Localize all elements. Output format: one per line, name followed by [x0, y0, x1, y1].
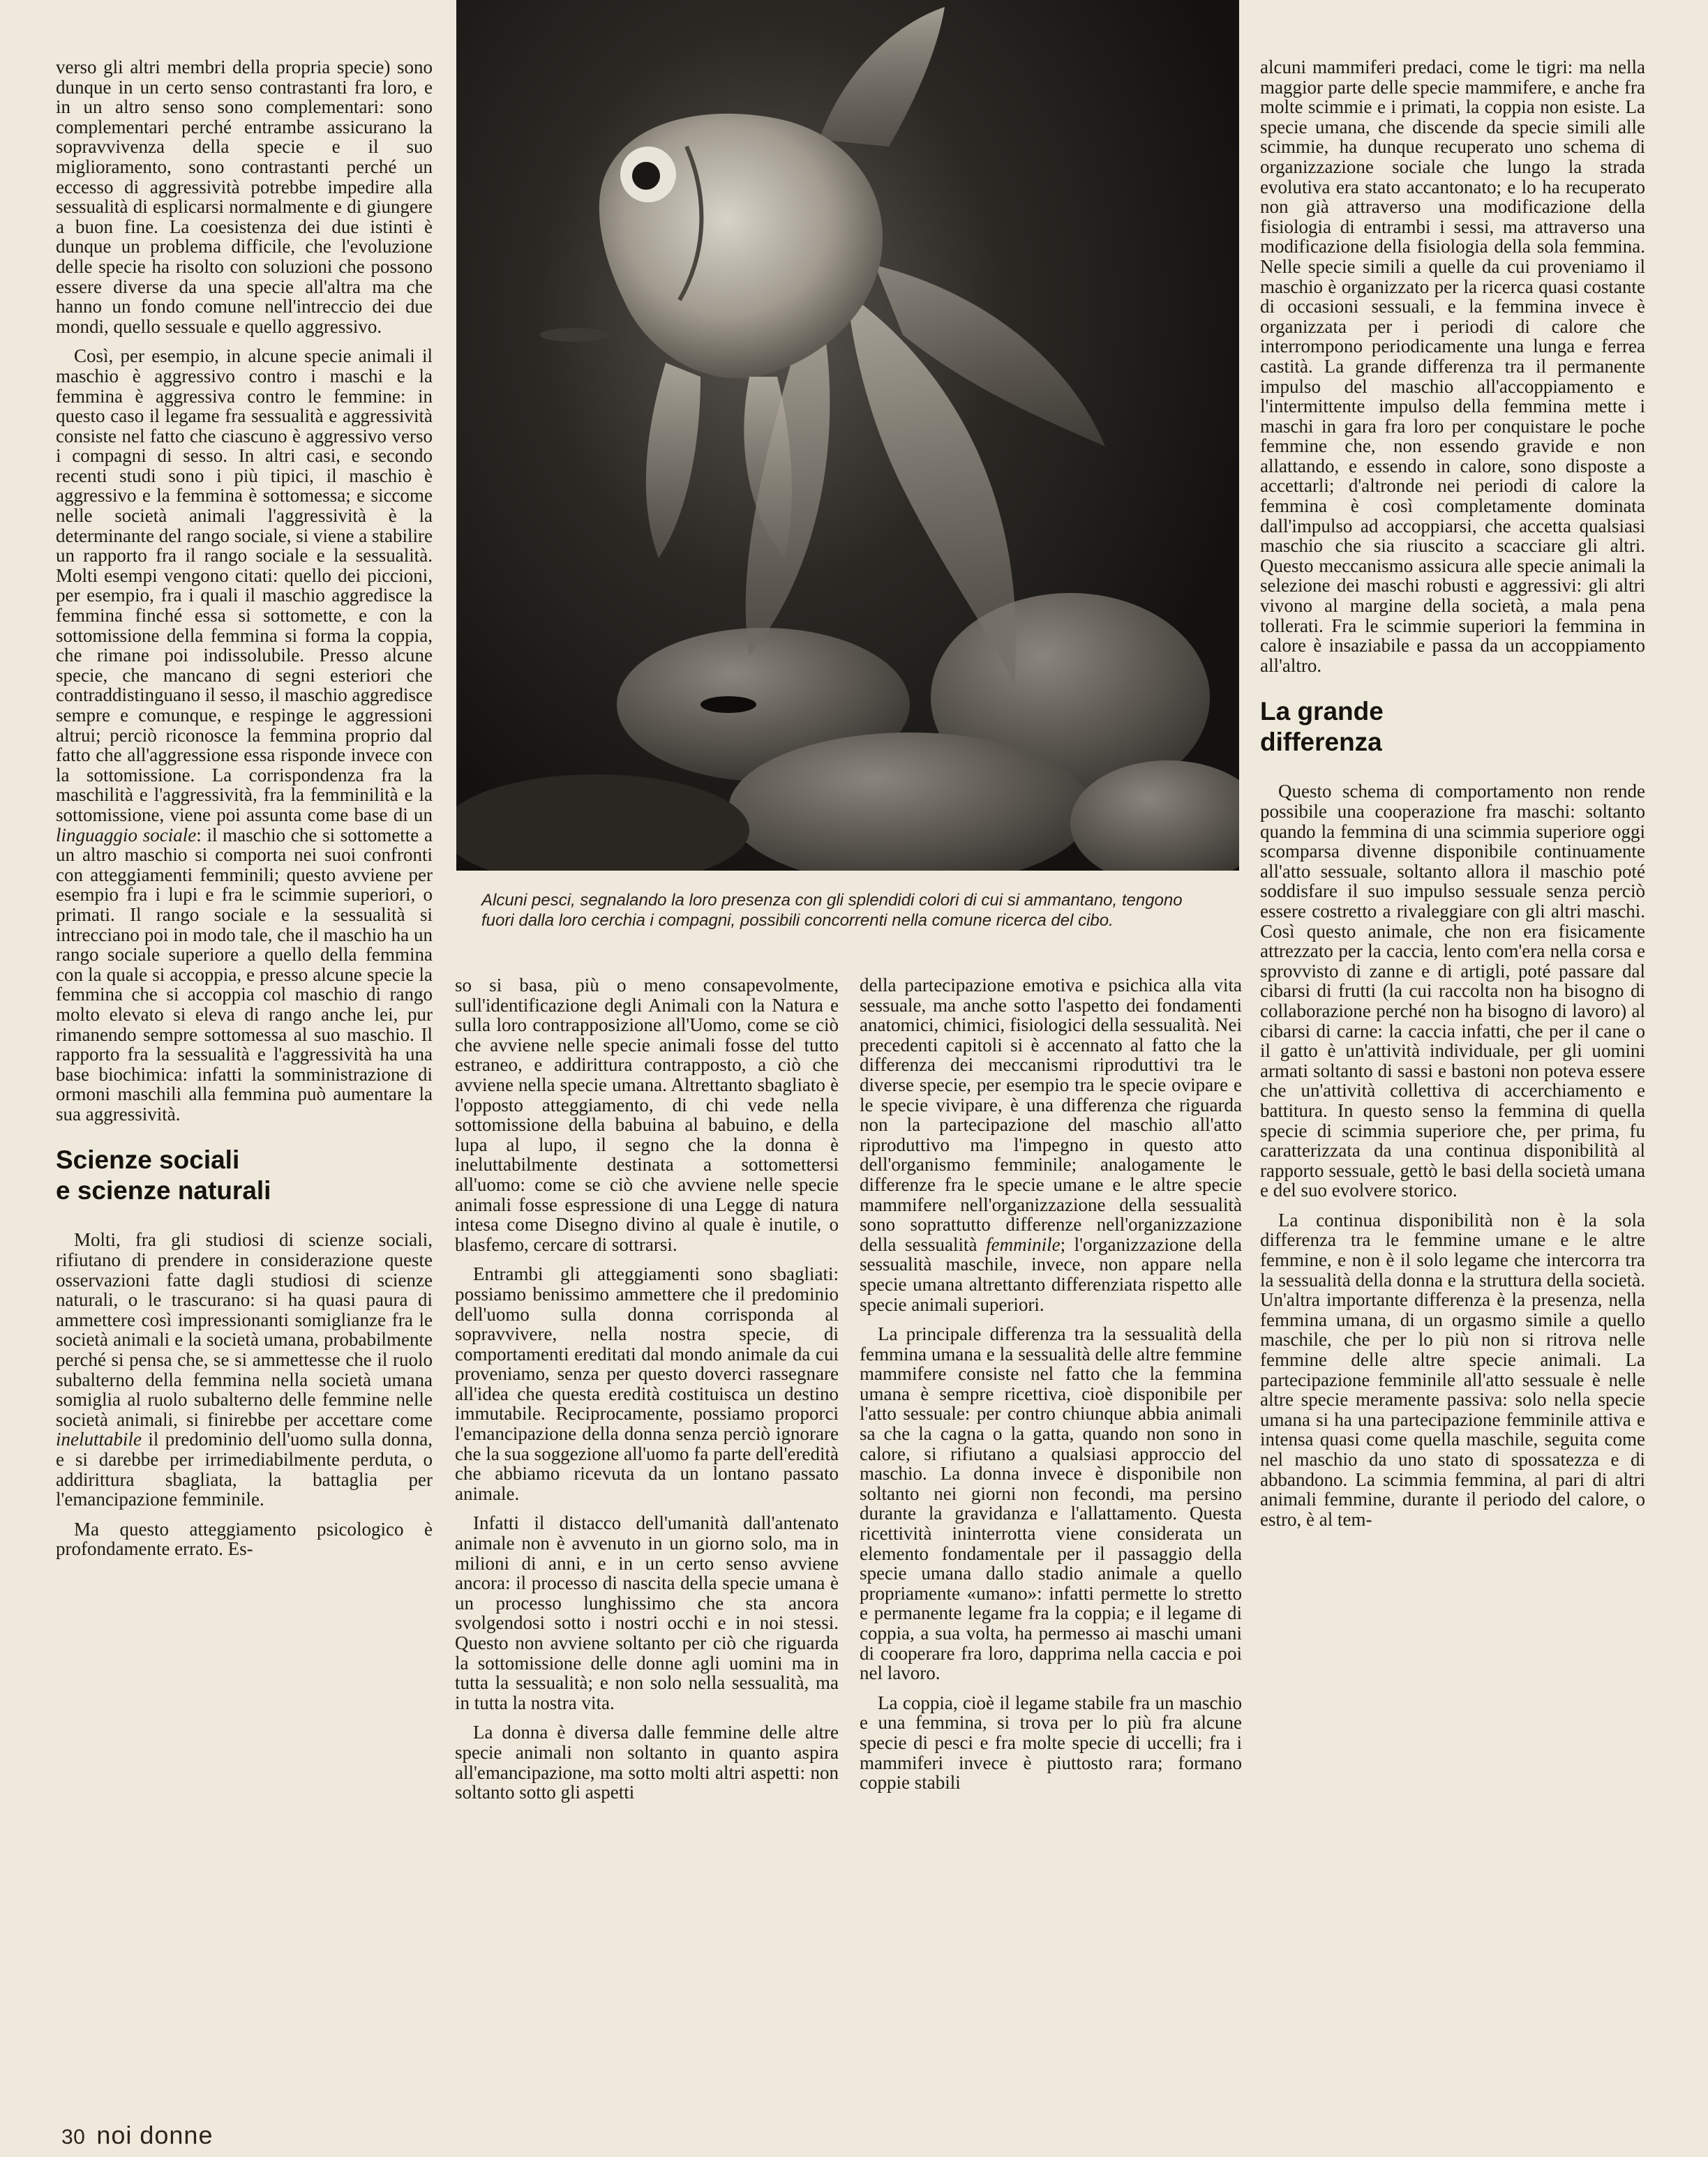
rock	[456, 774, 749, 871]
paragraph: La principale differenza tra la sessualità della femmina umana e la sessualità delle altre femmine mammifere consiste nel fatto che la femmina umana è sempre ricettiva, cioè disponibile per l'atto sessuale: per contro chiunque abbia animali sa che la cagna o la gatta, quando non sono in calore, si rifiutano a qualsiasi approccio del maschio. La donna invece è disponibile non soltanto nei giorni non fecondi, ma persino durante la gravidanza e l'allattamento. Questa ricettività ininterrotta viene considerata un elemento fondamentale per il passaggio della specie umana dallo stadio animale a quello propriamente «umano»: infatti permette lo stretto e permanente legame fra la coppia; e il legame di coppia, a sua volta, ha permesso ai maschi umani di cooperare fra loro, dapprima nella caccia e poi nel lavoro.	[860, 1323, 1242, 1684]
paragraph: La donna è diversa dalle femmine delle altre specie animali non soltanto in quanto aspira all'emancipazione, ma sotto molti altri aspetti: non soltanto sotto gli aspetti	[455, 1722, 839, 1803]
paragraph	[860, 975, 1242, 1314]
emphasis: femminile	[986, 1233, 1061, 1255]
column-4	[1260, 57, 1645, 1539]
paragraph: verso gli altri membri della propria specie) sono dunque in un certo senso contrastanti fra loro, e in un altro senso sono complementari: sono complementari perché entrambe assicurano la sopravvivenza della specie e il suo miglioramento, sono contrastanti perché un eccesso di aggressività potrebbe impedire alla sessualità di esplicarsi normalmente e di giungere a buon fine. La coesistenza dei due istinti è dunque un problema difficile, che l'evoluzione delle specie ha risolto con soluzioni che possono essere diverse da una specie all'altra ma che hanno un fondo comune nell'intreccio dei due mondi, quello sessuale e quello aggressivo.	[56, 57, 433, 337]
small-fish	[540, 328, 610, 342]
paragraph: Questo schema di comportamento non rende possibile una cooperazione fra maschi: soltanto quando la femmina di una scimmia superiore oggi scomparsa divenne disponibile continuamente all'atto sessuale, soltanto allora il maschio poté soddisfare il suo impulso sessuale senza perciò essere costretto a rivaleggiare con gli altri maschi. Così questo animale, che non era fisicamente attrezzato per la caccia, lento com'era nella corsa e sprovvisto di zanne e di artigli, poté passare dal cibarsi di frutti (la cui raccolta non ha bisogno di collaborazione perché non ha bisogno di lavoro) al cibarsi di carne: la caccia infatti, che per il cane o il gatto è un'attività individuale, per gli uomini armati soltanto di sassi e bastoni non poteva essere che un'attività collettiva di accerchiamento e battitura. In questo senso la femmina di quella specie di scimmia superiore che, per prima, fu caratterizzata da una continua disponibilità al rapporto sessuale, gettò le basi della società umana e del suo evolvere storico.	[1260, 781, 1645, 1201]
text-run: Molti, fra gli studiosi di scienze sociali, rifiutano di prendere in considerazione queste osservazioni fatte dagli studiosi di scienze naturali, o le trascurano: si ha quasi paura di ammettere così impressionanti somiglianze fra le società animali e la società umana, probabilmente perché si pensa che, se si ammettesse che il ruolo subalterno della femmina nella società umana somiglia al ruolo subalterno delle femmine nelle società animali, si finirebbe per accettare come	[56, 1229, 433, 1430]
page-footer	[61, 2121, 213, 2150]
paragraph: Ma questo atteggiamento psicologico è profondamente errato. Es-	[56, 1518, 433, 1560]
small-fish	[701, 696, 756, 713]
paragraph: Infatti il distacco dell'umanità dall'antenato animale non è avvenuto in un giorno solo, ma in milioni di anni, e in un certo senso avviene ancora: il processo di nascita della specie umana è un processo lunghissimo che sta ancora svolgendosi sotto i nostri occhi e in noi stessi. Questo non avviene soltanto per ciò che riguarda la sottomissione delle donne agli uomini ma in tutta la sessualità; e non solo nella sessualità, ma in tutta la nostra vita.	[455, 1512, 839, 1713]
heading-line: e scienze naturali	[56, 1176, 271, 1205]
section-heading	[56, 1145, 433, 1206]
photo-caption: Alcuni pesci, segnalando la loro presenza con gli splendidi colori di cui si ammantano, tengono fuori dalla loro cerchia i compagni, possibili concorrenti nella comune ricerca del cibo.	[481, 891, 1183, 930]
pelvic-fin	[646, 363, 701, 558]
paragraph: La coppia, cioè il legame stabile fra un maschio e una femmina, si trova per lo più fra alcune specie di pesci e fra molte specie di uccelli; fra i mammiferi invece è piuttosto rara; formano coppie stabili	[860, 1692, 1242, 1794]
column-1	[56, 57, 433, 1569]
text-run: Così, per esempio, in alcune specie animali il maschio è aggressivo contro i maschi e la femmina è aggressiva contro le femmine: in questo caso il legame fra sessualità e aggressività consiste nel fatto che ciascuno è aggressivo verso i compagni di sesso. In altri casi, e secondo recenti studi sono i più tipici, il maschio è aggressivo e la femmina è sottomessa; e siccome nelle società animali l'aggressività è la determinante del rango sociale, si viene a stabilire un rapporto fra il rango sociale e la sessualità. Molti esempi vengono citati: quello dei piccioni, per esempio, fra i quali il maschio aggredisce la femmina finché essa si sottomette, e con la sottomissione della femmina si forma la coppia, che rimane poi indissolubile. Presso alcune specie, che mancano di segni esteriori che contraddistinguano il sesso, il maschio aggredisce sempre e comunque, e respinge le aggressioni altrui; perciò riconosce la femmina proprio dal fatto che all'aggressione essa risponde invece con la sottomissione. La corrispondenza fra la maschilità e l'aggressività, fra la femminilità e la sottomissione, viene poi assunta come base di un	[56, 345, 433, 825]
text-run: della partecipazione emotiva e psichica alla vita sessuale, ma anche sotto l'aspetto dei fondamenti anatomici, chimici, fisiologici della sessualità. Nei precedenti capitoli si è accennato al fatto che la differenza dei meccanismi riproduttivi tra le diverse specie, per esempio tra le specie ovipare e le specie vivipare, è una differenza che riguarda non la partecipazione del maschio all'atto riproduttivo ma l'impegno in questo atto dell'organismo femminile; analogamente le differenze fra le specie umane e le altre specie mammifere nell'organizzazione della sessualità sono soprattutto differenze nell'organizzazione della sessualità	[860, 975, 1242, 1255]
page-number: 30	[61, 2126, 86, 2149]
goldfish-photo	[456, 0, 1239, 871]
section-heading	[1260, 696, 1645, 758]
emphasis: ineluttabile	[56, 1429, 142, 1450]
paragraph: so si basa, più o meno consapevolmente, sull'identificazione degli Animali con la Natura e sulla loro contrapposizione all'Uomo, come se ciò che avviene nelle specie animali fosse del tutto estraneo, e addirittura contrapposto, a ciò che avviene nella specie umana. Altrettanto sbagliato è l'opposto atteggiamento, di chi vede nella sottomissione della babuina al babuino, e della lupa al lupo, il segno che la donna è ineluttabilmente destinata a sottomettersi all'uomo: come se ciò che avviene nelle specie animali fosse espressione di una Legge di natura intesa come Disegno divino al quale è inutile, o blasfemo, cercare di sottrarsi.	[455, 975, 839, 1255]
heading-line: differenza	[1260, 728, 1382, 757]
text-run: il predominio dell'uomo sulla donna, e si darebbe per irrimediabilmente perduta, o addirittura sbagliata, la battaglia per l'emancipazione femminile.	[56, 1429, 433, 1510]
text-run: ; l'organizzazione della sessualità maschile, invece, non appare nella specie umana altrettanto differenziata rispetto alle specie animali superiori.	[860, 1233, 1242, 1315]
fish-pupil	[632, 162, 660, 190]
emphasis: linguaggio sociale	[56, 824, 197, 845]
heading-line: La grande	[1260, 697, 1384, 726]
paragraph: Entrambi gli atteggiamenti sono sbagliati: possiamo benissimo ammettere che il predominio dell'uomo sulla donna corrisponda al sopravvivere, nella nostra specie, di comportamenti ereditati dal mondo animale da cui proveniamo, senza per questo doverci rassegnare all'idea che questa eredità costituisca un destino immutabile. Reciprocamente, possiamo proporci l'emancipazione della donna senza perciò ignorare che la sua soggezione all'uomo fa parte dell'eredità che abbiamo ricevuta da un lontano passato animale.	[455, 1263, 839, 1504]
text-run: : il maschio che si sottomette a un altro maschio si comporta nei suoi confronti con atteggiamenti femminili; questo avviene per esempio fra i lupi e fra le scimmie superiori, o primati. Il rango sociale e la sessualità si intrecciano poi in modo tale, che il maschio ha un rango sociale superiore a quello della femmina con la quale si accoppia, e presso alcune specie la femmina che si accoppia col maschio di rango molto elevato si eleva di rango anche lei, pur rimanendo sempre sottomessa al suo maschio. Il rapporto fra la sessualità e l'aggressività ha una base biochimica: infatti la somministrazione di ormoni maschili alla femmina può aumentare la sua aggressività.	[56, 824, 433, 1125]
column-2	[455, 975, 839, 1812]
heading-line: Scienze sociali	[56, 1145, 240, 1175]
paragraph	[56, 1230, 433, 1509]
paragraph: alcuni mammiferi predaci, come le tigri: ma nella maggior parte delle specie mammifere, e anche fra molte scimmie e i primati, la coppia non esiste. La specie umana, che discende da specie simili alle scimmie, ha dunque recuperato uno schema di organizzazione sociale che lungo la strada evolutiva era stato accantonato; e lo ha recuperato non già attraverso una modificazione della fisiologia di entrambi i sessi, ma attraverso una modificazione della fisiologia della sola femmina. Nelle specie simili a quelle da cui proveniamo il maschio è organizzato per la ricerca quasi costante di occasioni sessuali, e la femmina invece è organizzata per i periodi di calore che interrompono periodicamente una lunga e ferrea castità. La grande differenza tra il permanente impulso del maschio all'accoppiamento e l'intermittente impulso della femmina mette i maschi in gara fra loro per conquistare le poche femmine che, non essendo gravide e non allattando, e essendo in calore, sono disposte a accettarli; d'altronde nei periodi di calore la femmina è così completamente dominata dall'impulso ad accoppiarsi, che accetta qualsiasi maschio che sia riuscito a scacciare gli altri. Questo meccanismo assicura alle specie animali la selezione dei maschi robusti e aggressivi: gli altri vivono al margine della società, a mala pena tollerati. Fra le scimmie superiori la femmina in calore è insaziabile e passa da un accoppiamento all'altro.	[1260, 57, 1645, 676]
column-3	[860, 975, 1242, 1803]
magazine-name: noi donne	[96, 2121, 214, 2149]
paragraph	[56, 346, 433, 1124]
paragraph: La continua disponibilità non è la sola differenza tra le femmine umane e le altre femmine, e non è il solo legame che intercorra tra la sessualità della donna e la struttura della società. Un'altra importante differenza è la presenza, nella femmina umana, di un orgasmo simile a quello maschile, che per lo più non si ritrova nelle femmine delle altre specie animali. La partecipazione femminile all'atto sessuale è nelle altre specie meramente passiva: solo nella specie umana si ha una partecipazione femminile attiva e intensa quasi come quella maschile, seguita come nel maschio da uno stato di spossatezza e di abbandono. La scimmia femmina, al pari di altri animali femmine, durante il periodo del calore, o estro, è al tem-	[1260, 1209, 1645, 1530]
fish-illustration	[456, 0, 1239, 871]
dorsal-fin	[819, 7, 945, 146]
